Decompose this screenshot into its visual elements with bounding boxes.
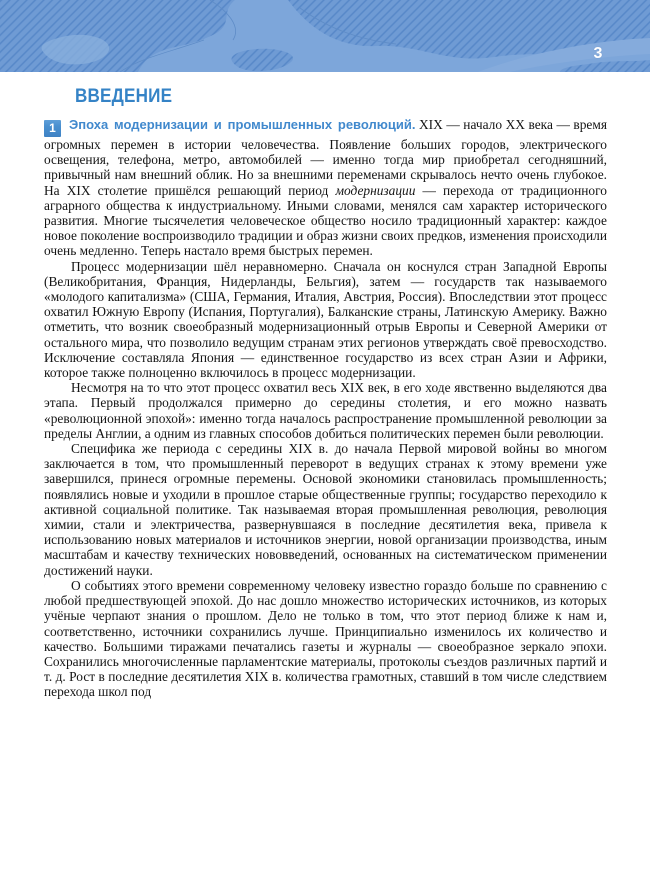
paragraph-1 [44,117,607,259]
paragraph-1-italic-term: модернизации [335,182,416,198]
paragraph-3: Несмотря на то что этот процесс охватил весь XIX век, в его ходе явственно выделяются два этапа. Первый продолжался примерно до середины столетия, и его можно назвать «революционной эпохой»: именно тогда началось распространение промышленной революции за пределы Англии, а одним из главных способов добиться политических перемен были революции. [44,380,607,441]
chapter-title [75,87,607,106]
section-number-badge: 1 [44,120,61,137]
paragraph-1-lead: Эпоха модернизации и промышленных революций. [69,117,416,132]
paragraph-1-text-a: XIX — начало XX века — время огромных перемен в истории человечества. Появление больших городов, электрического освещения, телефона, метро, автомобилей — именно тогда мир приобретал сегодняшний, привычный нам внешний облик. Но за внешними переменами скрывалось нечто очень глубокое. На XIX столетие пришёлся решающий период [44,117,607,198]
page-number: 3 [593,45,603,62]
paragraph-5: О событиях этого времени современному человеку известно гораздо больше по сравнению с любой предшествующей эпохой. До нас дошло множество исторических источников, из которых учёные черпают знания о прошлом. Дело не только в том, что этот период ближе к нам и, соответственно, источники сохранились лучше. Принципиально изменилось их количество и качество. Большими тиражами печатались газеты и журналы — своеобразное зеркало эпохи. Сохранились многочисленные парламентские материалы, протоколы съездов различных партий и т. д. Рост в последние десятилетия XIX в. количества грамотных, ставший в том числе следствием перехода школ под [44,577,607,700]
chapter-title-text: ВВЕДЕНИЕ [75,86,173,107]
content-column [44,87,607,700]
paragraph-4: Специфика же периода с середины XIX в. до начала Первой мировой войны во многом заключается в том, что промышленный переворот в ведущих странах к этому времени уже завершился, принеся огромные перемены. Основой экономики становилась промышленность; появлялись новые и уходили в прошлое старые общественные группы; государство переходило к активной социальной политике. Так называемая вторая промышленная революция, революция химии, стали и электричества, развернувшаяся в последние десятилетия века, привела к использованию новых материалов и источников энергии, новой организации производства, иным масштабам и качеству технических нововведений, основанных на систематическом применении достижений науки. [44,441,607,578]
paragraph-1-text-b: — перехода от традиционного аграрного общества к индустриальному. Иными словами, менялся сам характер исторического развития. Многие тысячелетия человеческое общество носило традиционный характер: каждое новое поколение воспроизводило традиции и образ жизни своих предков, изменения происходили очень медленно. Теперь настало время быстрых перемен. [44,182,607,259]
body-text [44,117,607,700]
paragraph-2: Процесс модернизации шёл неравномерно. Сначала он коснулся стран Западной Европы (Великобритания, Франция, Нидерланды, Бельгия), затем — государств так называемого «молодого капитализма» (США, Германия, Италия, Австрия, Россия). Впоследствии этот процесс охватил Южную Европу (Испания, Португалия), Балканские страны, Латинскую Америку. Важно отметить, что возник своеобразный модернизационный отрыв Европы и Северной Америки от остального мира, что позволило ведущим странам этих регионов утверждать своё превосходство. Исключение составляла Япония — единственное государство из всех стран Азии и Африки, которое также полноценно включилось в процесс модернизации. [44,258,607,381]
header-map-texture [0,0,650,72]
map-texture-graphic [0,0,650,72]
